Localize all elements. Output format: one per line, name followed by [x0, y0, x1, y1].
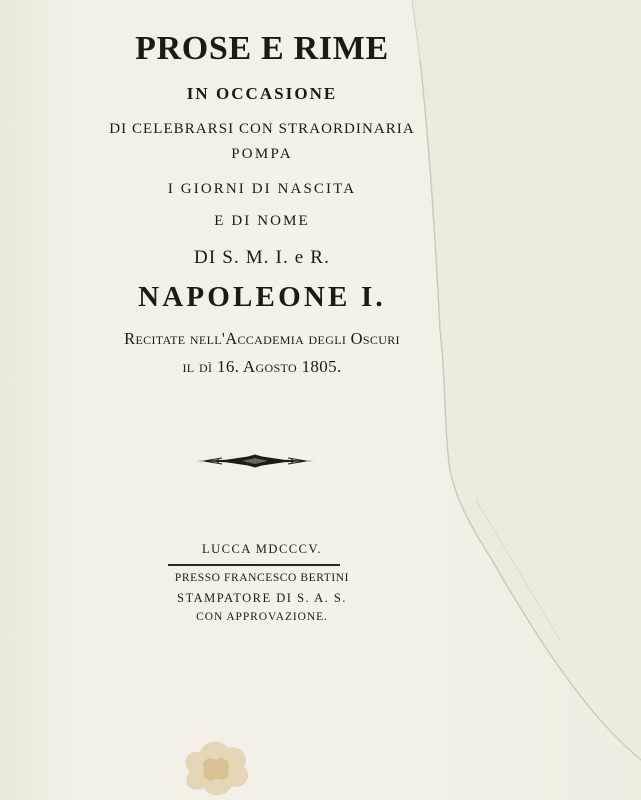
foxing-stain-icon	[170, 732, 260, 800]
imprint-approval: CON APPROVAZIONE.	[196, 611, 328, 623]
recitation-date: il dì 16. Agosto 1805.	[182, 357, 342, 376]
subtitle-occasion: IN OCCASIONE	[186, 84, 338, 103]
subtitle-days: I GIORNI DI NASCITA	[167, 181, 357, 197]
imprint-printer-role: STAMPATORE DI S. A. S.	[177, 591, 347, 605]
recitation-note: Recitate nell'Accademia degli Oscuri	[124, 329, 400, 348]
imprint-printer: PRESSO FRANCESCO BERTINI	[174, 572, 350, 584]
imprint-place-year: LUCCA MDCCCV.	[202, 542, 322, 556]
book-title: PROSE E RIME	[135, 30, 389, 67]
subtitle-majesty: DI S. M. I. e R.	[194, 247, 330, 268]
imprint-rule	[168, 564, 340, 566]
subtitle-pomp: POMPA	[231, 146, 293, 162]
printer-ornament-icon	[196, 454, 314, 468]
subtitle-celebrate: DI CELEBRARSI CON STRAORDINARIA	[109, 121, 415, 137]
emperor-name: NAPOLEONE I.	[138, 281, 386, 313]
subtitle-name-day: E DI NOME	[214, 213, 310, 229]
